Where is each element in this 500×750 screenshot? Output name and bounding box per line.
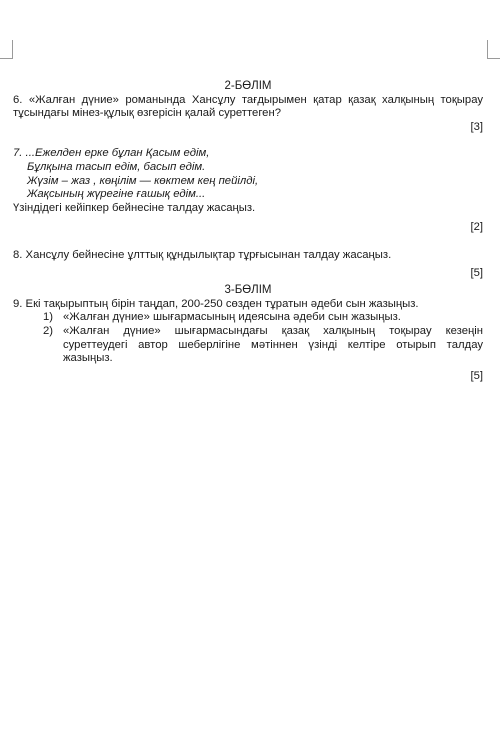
list-item	[13, 325, 483, 366]
question-6-text: 6. «Жалған дүние» романында Хансұлу тағдырымен қатар қазақ халқының тоқырау тұсындағы мінез-құлық өзгерісін қалай суреттеген?	[13, 93, 483, 120]
poem-line-1: 7. ...Ежелден ерке бұлан Қасым едім,	[13, 147, 210, 160]
question-6-mark: [3]	[470, 120, 483, 133]
document-content	[13, 80, 483, 383]
question-9-mark: [5]	[470, 369, 483, 382]
option-2-text: «Жалған дүние» шығармасындағы қазақ халқының тоқырау кезеңін суреттеудегі автор шеберлігіне мәтіннен үзінді келтіре отырып талдау жазыңыз.	[63, 324, 483, 365]
crop-mark-left	[0, 40, 13, 59]
question-7-poem	[13, 147, 483, 201]
question-8-text: 8. Хансұлу бейнесіне ұлттық құндылықтар тұрғысынан талдау жасаңыз.	[13, 248, 392, 261]
question-7-mark: [2]	[470, 221, 483, 234]
question-8-mark: [5]	[470, 266, 483, 279]
section-3-heading: 3-БӨЛІМ	[224, 284, 272, 297]
section-2-heading: 2-БӨЛІМ	[224, 80, 272, 92]
option-1-number: 1)	[42, 311, 53, 324]
question-7-task: Үзіндідегі кейіпкер бейнесіне талдау жасаңыз.	[13, 201, 256, 214]
crop-mark-right	[487, 40, 500, 59]
list-item	[13, 311, 483, 325]
option-1-text: «Жалған дүние» шығармасының идеясына әдеби сын жазыңыз.	[63, 311, 401, 324]
poem-line-2: Бұлқына тасып едім, басып едім.	[27, 160, 206, 173]
poem-line-3: Жүзім – жаз , көңілім — көктем кең пейілді,	[27, 174, 259, 187]
question-9-text: 9. Екі тақырыптың бірін таңдап, 200-250 сөзден тұратын әдеби сын жазыңыз.	[13, 297, 419, 310]
question-9-options	[13, 311, 483, 365]
option-2-number: 2)	[42, 324, 53, 337]
poem-line-4: Жақсының жүрегіне ғашық едім...	[27, 188, 206, 201]
